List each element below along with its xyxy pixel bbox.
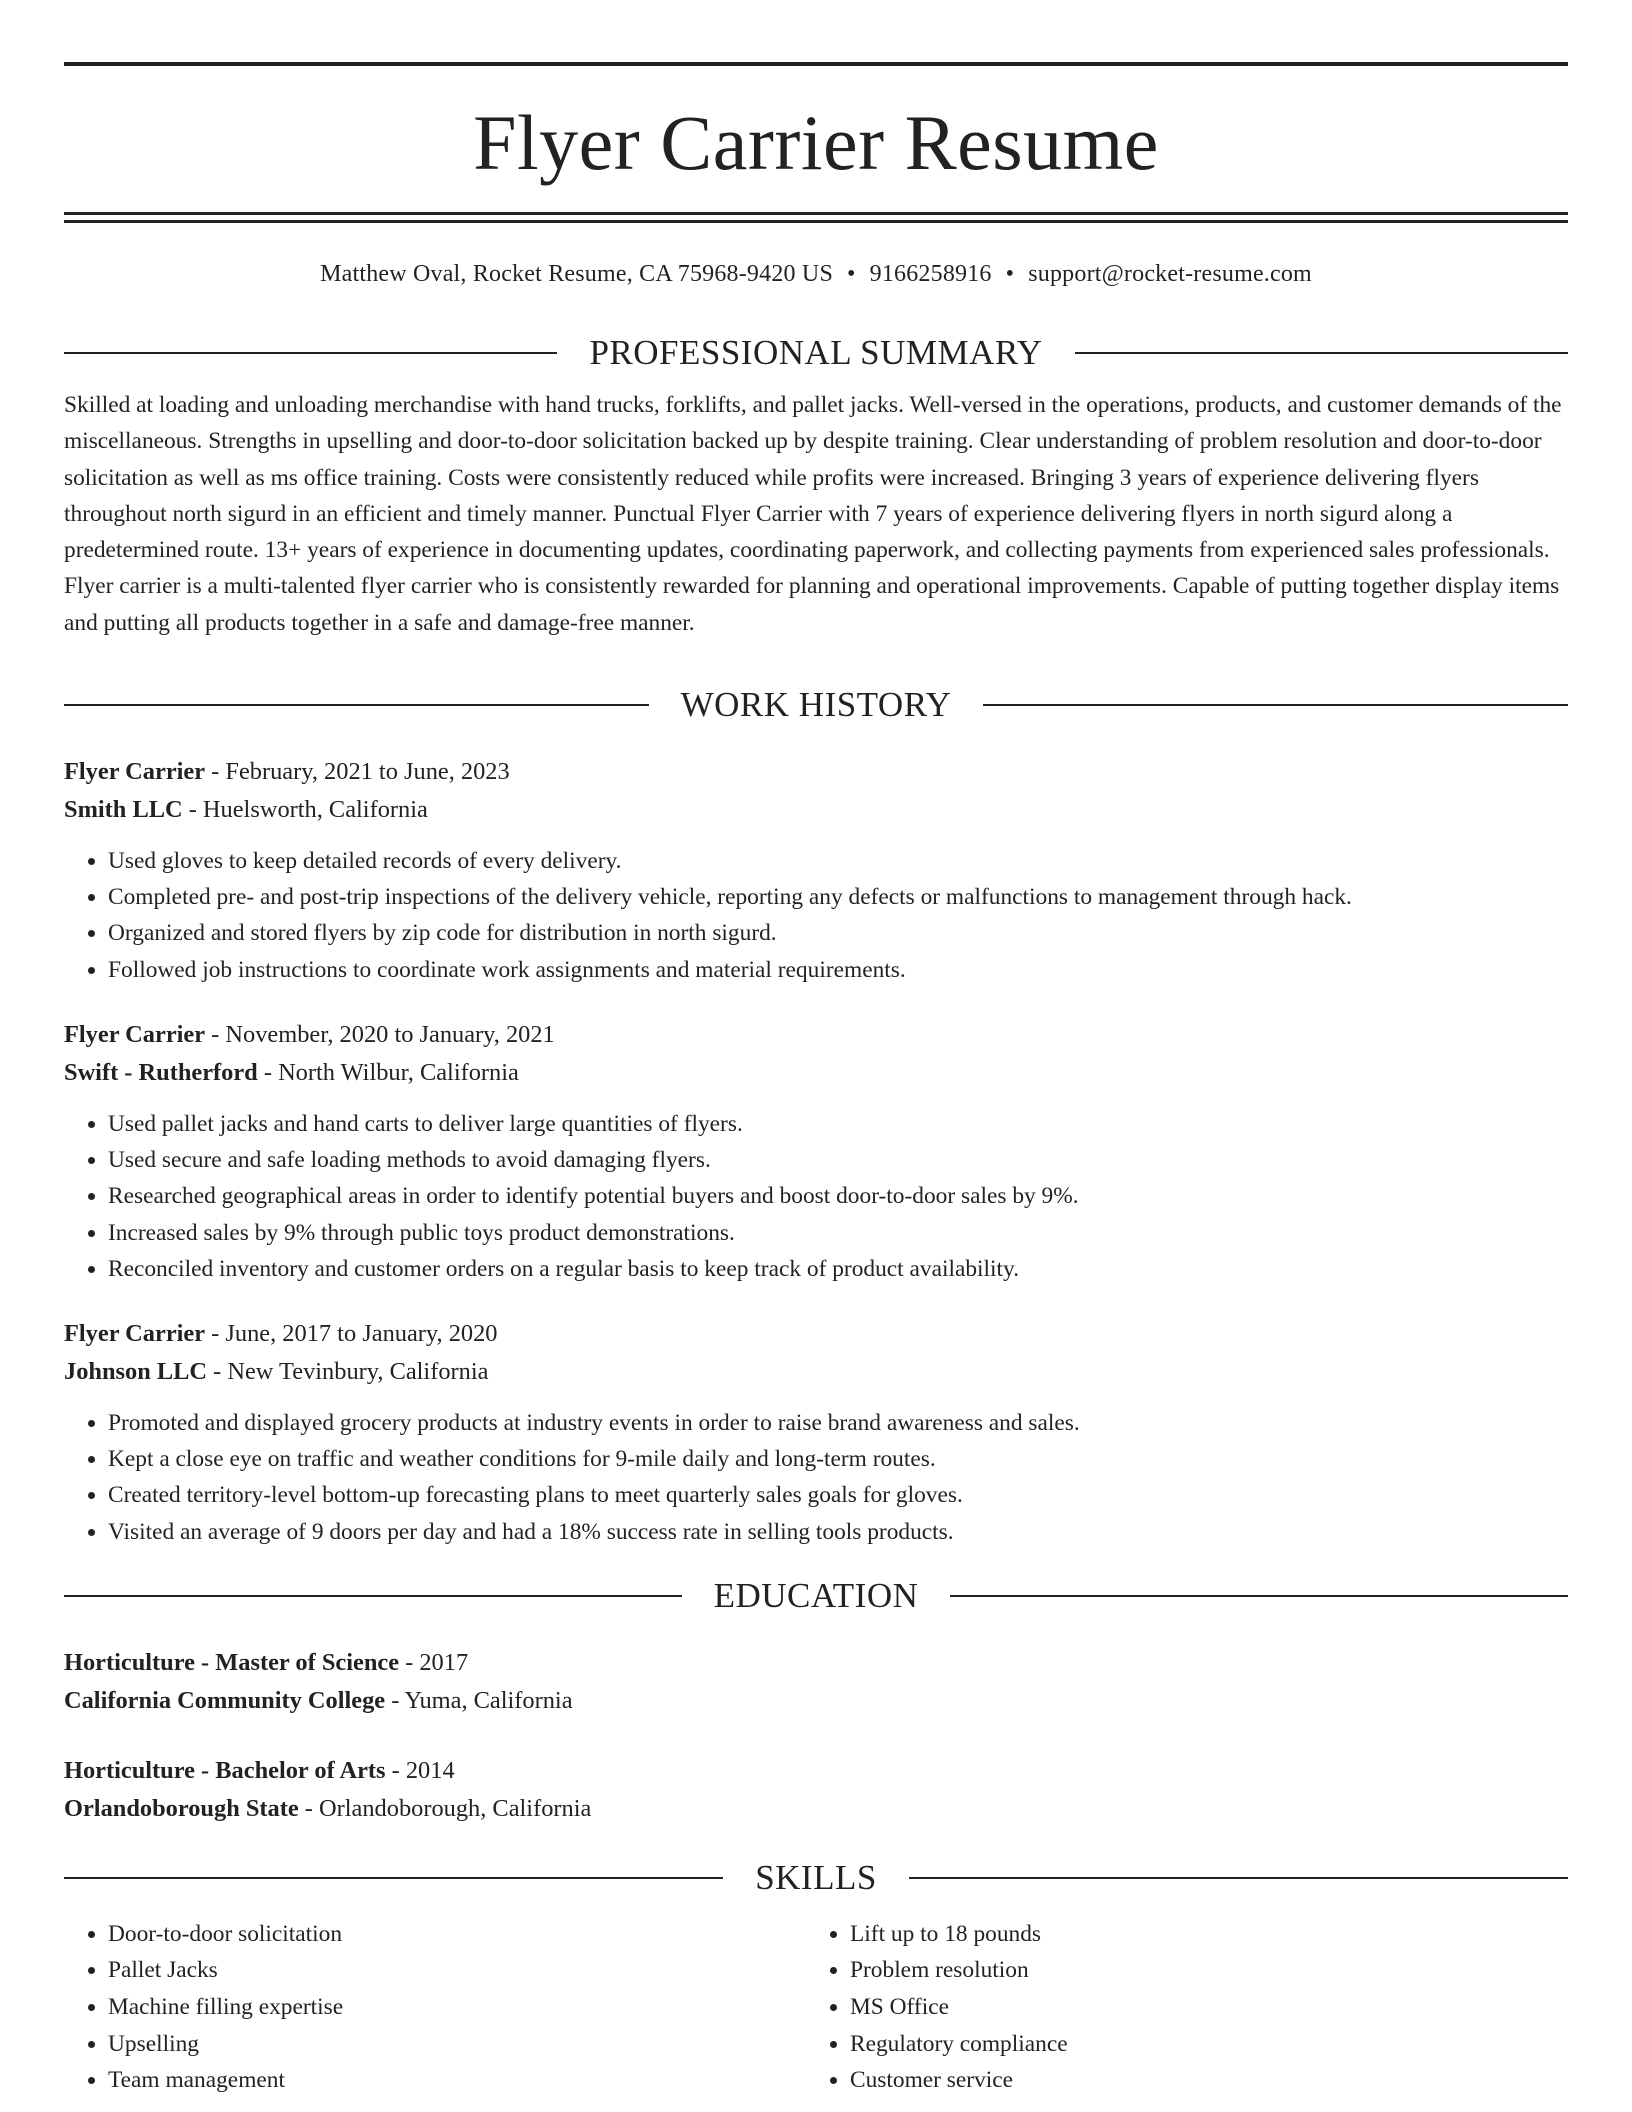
contact-email: support@rocket-resume.com [1028,261,1312,287]
skills-column-right [806,1916,1548,2099]
job-title-line [64,1315,1568,1353]
school-line [64,1790,1568,1828]
job-bullet: • Completed pre- and post-trip inspections of the delivery vehicle, reporting any defects or malfunctions to management through hack. [108,879,1568,915]
skill-item: • Door-to-door solicitation [108,1916,806,1953]
job-company: Swift - Rutherford [64,1058,258,1086]
contact-line [64,259,1568,289]
job-location: - North Wilbur, California [257,1058,519,1086]
contact-address: Matthew Oval, Rocket Resume, CA 75968-9420 US [320,261,834,287]
skill-item: • Pallet Jacks [108,1952,806,1989]
job-company-line [64,791,1568,829]
job-bullet: • Researched geographical areas in order to identify potential buyers and boost door-to-door sales by 9%. [108,1178,1568,1214]
job-company: Johnson LLC [64,1357,208,1385]
job-company: Smith LLC [64,796,183,824]
skill-item: • Team management [108,2062,806,2099]
job-bullet: • Organized and stored flyers by zip code for distribution in north sigurd. [108,915,1568,951]
job-bullet: • Visited an average of 9 doors per day and had a 18% success rate in selling tools products. [108,1514,1568,1550]
contact-separator: • [847,261,856,287]
job-title-line [64,753,1568,791]
job-dates: - June, 2017 to January, 2020 [205,1319,498,1347]
section-rule [1075,352,1568,354]
section-header-work [64,685,1568,725]
skill-item: • Upselling [108,2026,806,2063]
section-rule [64,704,649,706]
job-bullet: • Used pallet jacks and hand carts to deliver large quantities of flyers. [108,1106,1568,1142]
skill-item: • Machine filling expertise [108,1989,806,2026]
section-title-education: EDUCATION [713,1575,919,1615]
job-bullets [64,843,1568,988]
degree-line [64,1644,1568,1682]
job-bullets [64,1106,1568,1287]
degree-line [64,1752,1568,1790]
job-entry [64,753,1568,988]
degree-year: - 2017 [399,1648,469,1676]
job-bullet: • Reconciled inventory and customer orders on a regular basis to keep track of product availability. [108,1251,1568,1287]
skill-item: • Customer service [850,2062,1548,2099]
resume-title: Flyer Carrier Resume [473,99,1159,186]
degree: Horticulture - Master of Science [64,1648,400,1676]
school-line [64,1682,1568,1720]
skills-column-left [64,1916,806,2099]
skill-item: • Regulatory compliance [850,2026,1548,2063]
section-rule [64,1877,723,1879]
skill-item: • Problem resolution [850,1952,1548,1989]
job-bullet: • Created territory-level bottom-up forecasting plans to meet quarterly sales goals for gloves. [108,1477,1568,1513]
job-company-line [64,1353,1568,1391]
job-title: Flyer Carrier [64,758,206,786]
education-entry [64,1752,1568,1828]
school-location: - Yuma, California [385,1686,573,1714]
section-rule [909,1877,1568,1879]
job-company-line [64,1054,1568,1092]
school: California Community College [64,1686,386,1714]
job-bullet: • Kept a close eye on traffic and weather conditions for 9-mile daily and long-term routes. [108,1441,1568,1477]
section-header-skills [64,1858,1568,1898]
school: Orlandoborough State [64,1794,299,1822]
job-entry [64,1016,1568,1287]
section-header-summary [64,333,1568,373]
contact-separator: • [1005,261,1015,287]
education-entry [64,1644,1568,1720]
section-title-skills: SKILLS [755,1857,877,1897]
job-title: Flyer Carrier [64,1020,206,1048]
contact-phone: 9166258916 [869,261,992,287]
job-bullet: • Followed job instructions to coordinate work assignments and material requirements. [108,952,1568,988]
job-bullet: • Used secure and safe loading methods to avoid damaging flyers. [108,1142,1568,1178]
job-title: Flyer Carrier [64,1319,206,1347]
section-title-summary: PROFESSIONAL SUMMARY [589,333,1043,372]
job-location: - New Tevinbury, California [207,1357,489,1385]
job-location: - Huelsworth, California [182,796,428,824]
skill-item: • Lift up to 18 pounds [850,1916,1548,1953]
school-location: - Orlandoborough, California [298,1794,592,1822]
job-bullets [64,1405,1568,1550]
double-rule [64,212,1568,223]
job-dates: - February, 2021 to June, 2023 [205,758,510,786]
job-entry [64,1315,1568,1550]
job-bullet: • Promoted and displayed grocery products at industry events in order to raise brand awareness and sales. [108,1405,1568,1441]
skill-item: • MS Office [850,1989,1548,2026]
job-dates: - November, 2020 to January, 2021 [205,1020,555,1048]
section-title-work: WORK HISTORY [680,685,952,725]
section-header-education [64,1576,1568,1616]
section-rule [64,1595,682,1597]
degree-year: - 2014 [385,1756,455,1784]
job-bullet: • Increased sales by 9% through public toys product demonstrations. [108,1215,1568,1251]
section-rule [950,1595,1568,1597]
skills-grid [64,1916,1568,2099]
section-rule [983,704,1568,706]
summary-text: Skilled at loading and unloading merchandise with hand trucks, forklifts, and pallet jacks. Well-versed in the operations, products, and customer demands of the miscellaneous. Strengths in upselling and door-to-door solicitation backed up by despite training. Clear understanding of problem resolution and door-to-door solicitation as well as ms office training. Costs were consistently reduced while profits were increased. Bringing 3 years of experience delivering flyers throughout north sigurd in an efficient and timely manner. Punctual Flyer Carrier with 7 years of experience delivering flyers in north sigurd along a predetermined route. 13+ years of experience in documenting updates, coordinating paperwork, and collecting payments from experienced sales professionals. Flyer carrier is a multi-talented flyer carrier who is consistently rewarded for planning and operational improvements. Capable of putting together display items and putting all products together in a safe and damage-free manner. [64,392,1562,636]
job-title-line [64,1016,1568,1054]
job-bullet: • Used gloves to keep detailed records of every delivery. [108,843,1568,879]
degree: Horticulture - Bachelor of Arts [64,1756,386,1784]
section-rule [64,352,557,354]
top-rule [64,62,1568,66]
